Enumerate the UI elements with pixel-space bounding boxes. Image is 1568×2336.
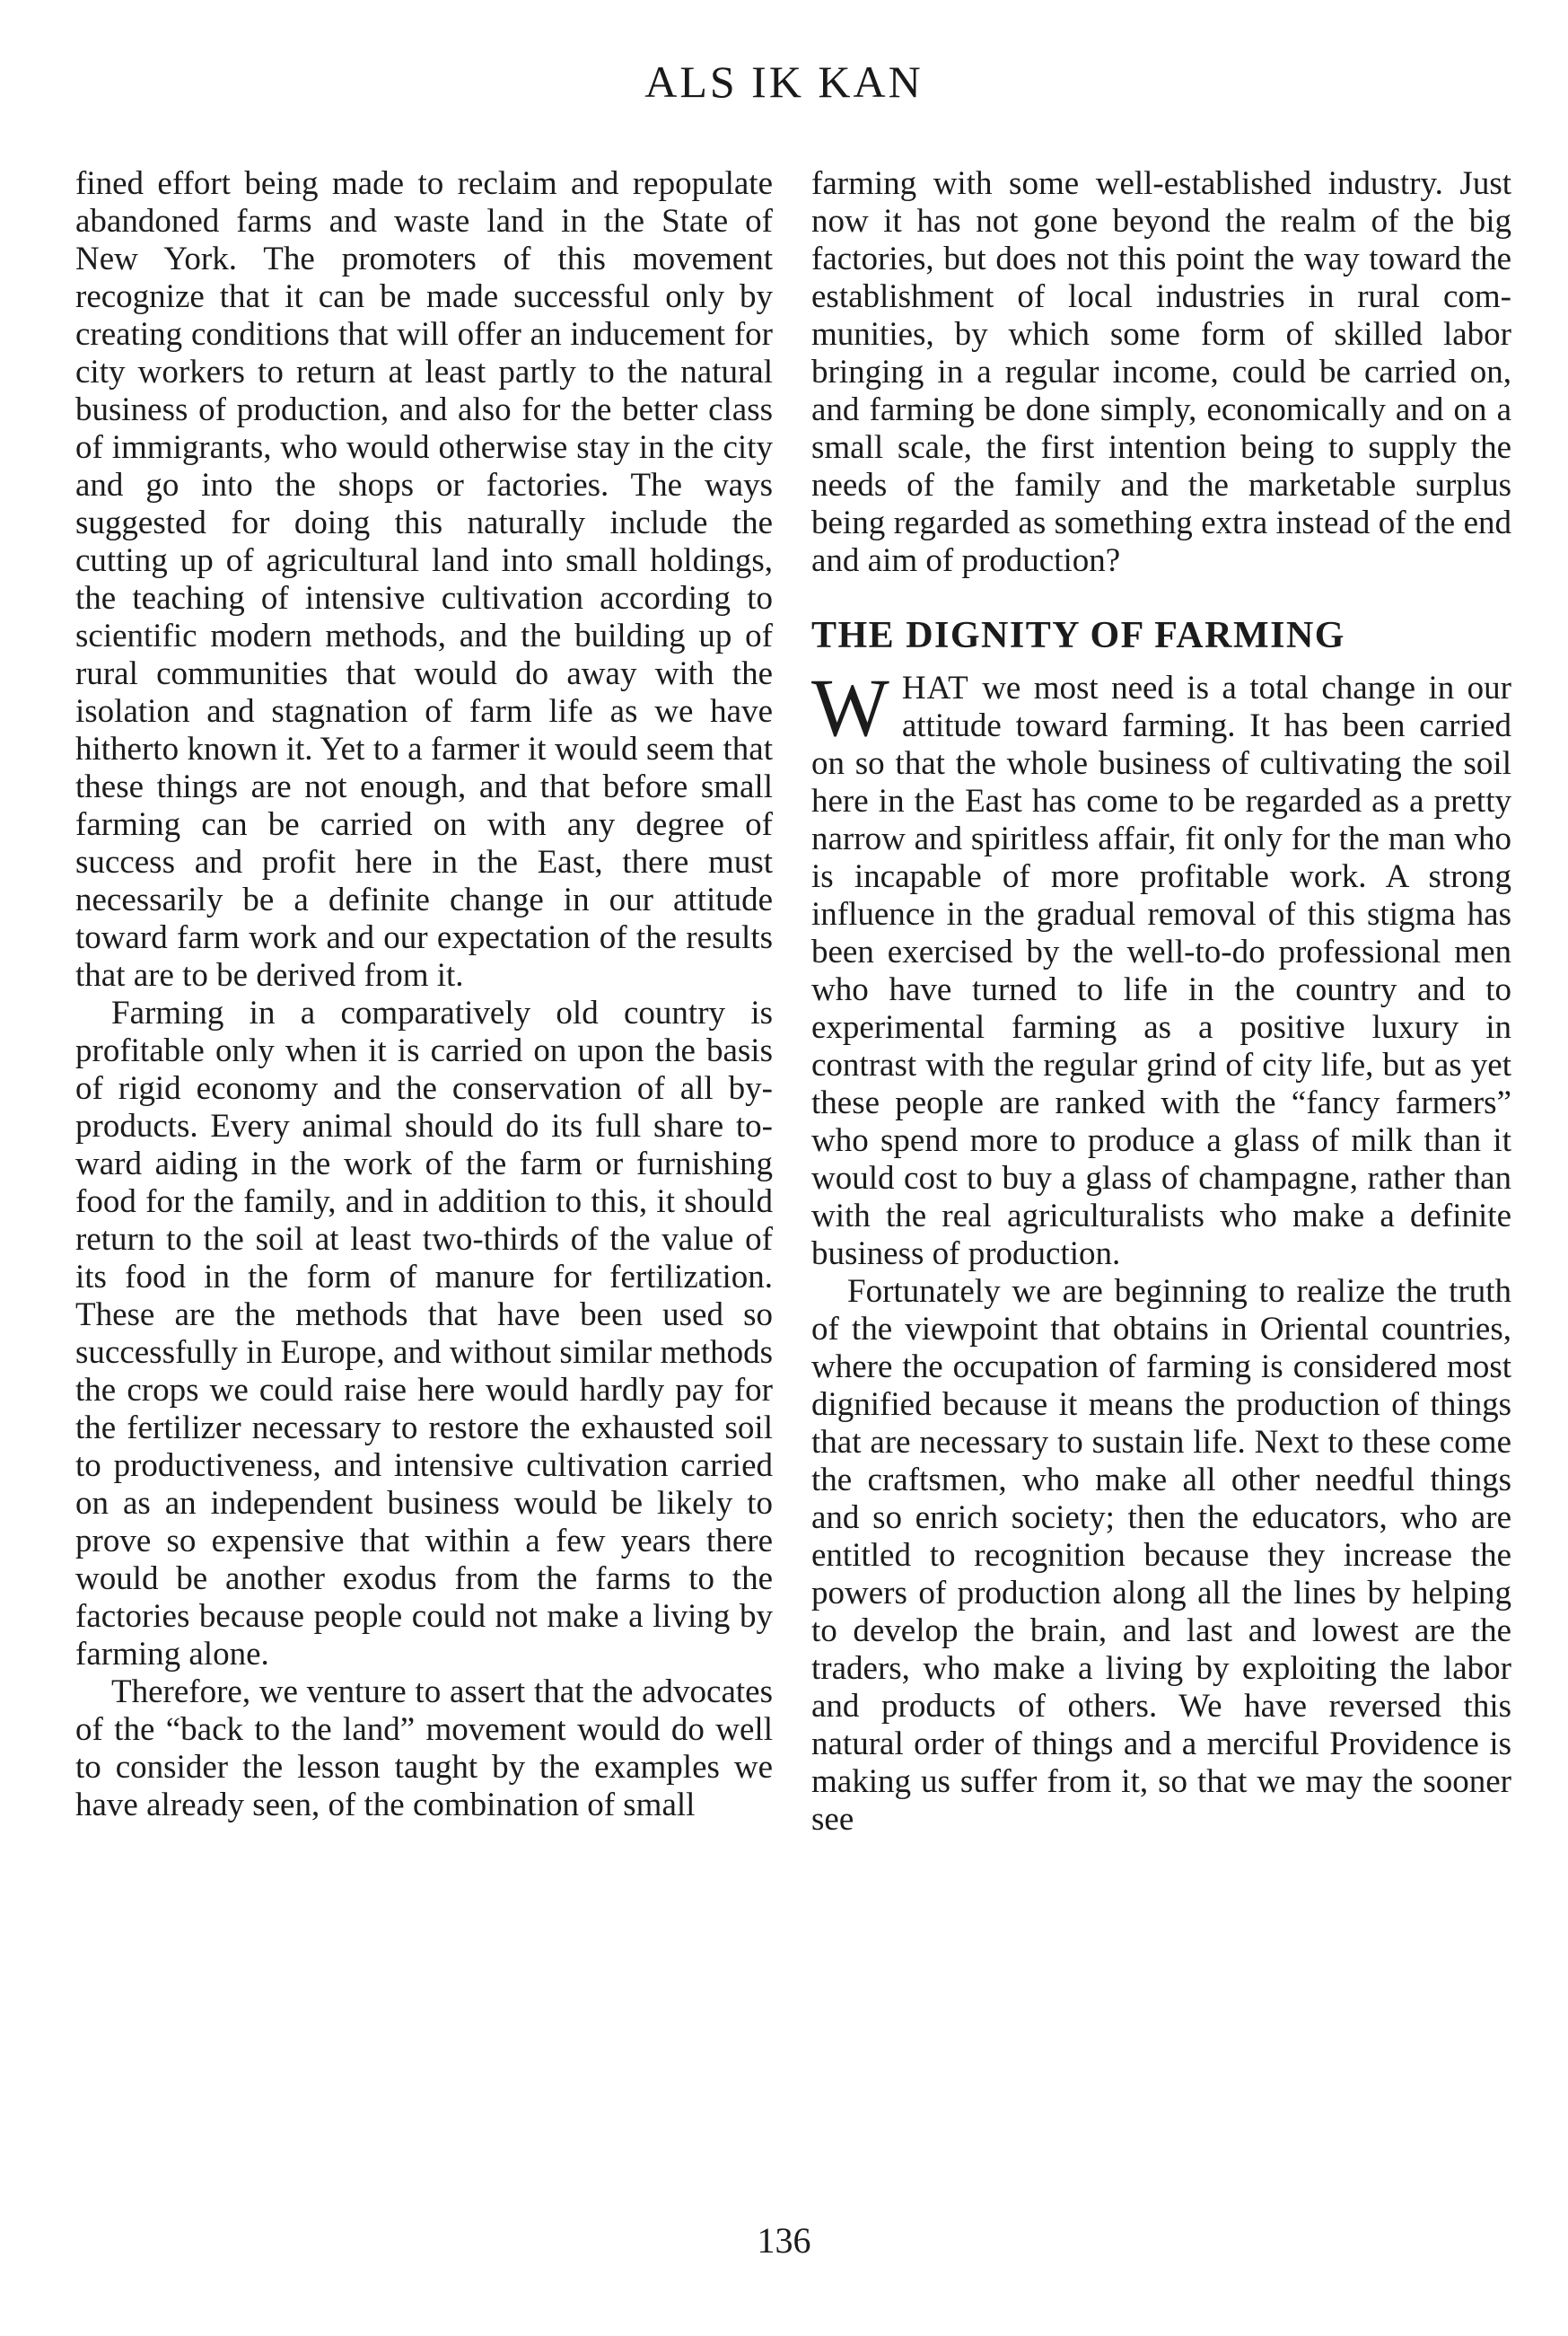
left-paragraph-2: Farming in a comparatively old country is profitable only when it is carried on upon the basis of rigid economy and the conservation of all by-products. Every animal should do its full share toward aiding in the work of the farm or furnishing food for the family, and in addition to this, it should return to the soil at least two-thirds of the value of its food in the form of manure for fertilization. These are the methods that have been used so successfully in Europe, and without similar methods the crops we could raise here would hardly pay for the fertilizer necessary to restore the exhausted soil to productiveness, and intensive cultivation carried on as an independent business would be likely to prove so expensive that within a few years there would be another exodus from the farms to the factories because people could not make a living by farming alone.	[75, 995, 773, 1673]
right-paragraph-3: Fortunately we are beginning to realize the truth of the viewpoint that obtains in Oriental countries, where the occupation of farming is considered most dignified because it means the production of things that are necessary to sustain life. Next to these come the craftsmen, who make all other needful things and so enrich society; then the educators, who are entitled to recognition because they increase the powers of production along all the lines by helping to develop the brain, and last and lowest are the traders, who make a living by exploiting the labor and products of others. We have reversed this natural order of things and a merciful Providence is making us suffer from it, so that we may the sooner see	[811, 1273, 1511, 1838]
page-number: 136	[757, 2220, 811, 2261]
left-paragraph-1: fined effort being made to reclaim and repopulate abandoned farms and waste land in the State of New York. The promoters of this movement recognize that it can be made successful only by creating conditions that will offer an inducement for city workers to return at least partly to the natural business of production, and also for the better class of immigrants, who would otherwise stay in the city and go into the shops or factories. The ways suggested for doing this naturally include the cutting up of agricultural land into small holdings, the teaching of intensive cultivation according to scientific modern methods, and the building up of rural communities that would do away with the isolation and stagnation of farm life as we have hitherto known it. Yet to a farmer it would seem that these things are not enough, and that before small farming can be carried on with any degree of success and profit here in the East, there must necessarily be a definite change in our attitude toward farm work and our expectation of the results that are to be derived from it.	[75, 165, 773, 994]
right-paragraph-2-text: we most need is a total change in our attitude toward farming. It has been carried on so that the whole business of cultivating the soil here in the East has come to be regarded as a pretty narrow and spiritless affair, fit only for the man who is incapable of more profitable work. A strong influence in the gradual removal of this stigma has been exercised by the well-to-do professional men who have turned to life in the country and to experimental farming as a positive luxury in contrast with the regular grind of city life, but as yet these people are ranked with the “fancy farmers” who spend more to produce a glass of milk than it would cost to buy a glass of champagne, rather than with the real agriculturalists who make a definite business of production.	[811, 670, 1511, 1272]
right-paragraph-2	[811, 662, 1511, 1273]
section-heading: THE DIGNITY OF FARMING	[811, 615, 1345, 656]
right-column	[811, 165, 1511, 1839]
opening-caps: HAT	[901, 670, 969, 707]
left-column	[75, 165, 773, 1824]
drop-cap-letter: W	[811, 662, 889, 753]
running-header: ALS IK KAN	[644, 57, 924, 107]
left-paragraph-3: Therefore, we venture to assert that the advocates of the “back to the land” movement would do well to consider the lesson taught by the examples we have already seen, of the combination of small	[75, 1673, 773, 1823]
right-paragraph-1: farming with some well-established industry. Just now it has not gone beyond the realm of the big factories, but does not this point the way toward the establishment of local industries in rural communities, by which some form of skilled labor bringing in a regular income, could be carried on, and farming be done simply, economically and on a small scale, the first intention being to supply the needs of the family and the marketable surplus being regarded as something extra instead of the end and aim of production?	[811, 165, 1511, 579]
